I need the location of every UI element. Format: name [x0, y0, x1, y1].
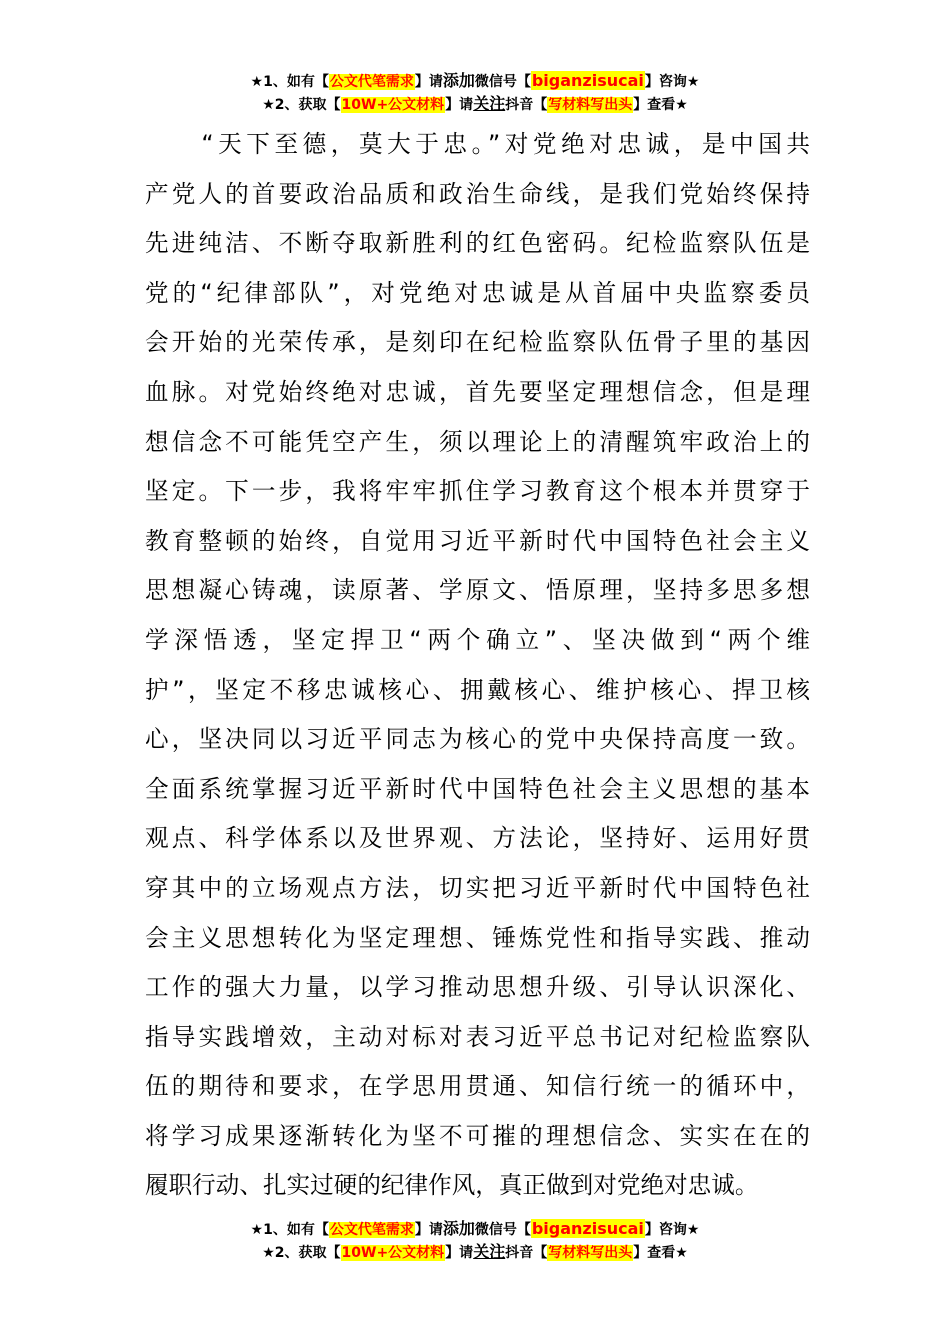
document-body: [145, 120, 810, 1211]
banner-line-2-highlight-materials: 10W+公文材料: [341, 97, 445, 113]
body-line: 会开始的光荣传承，是刻印在纪检监察队伍骨子里的基因: [145, 328, 810, 357]
footer-banner-line-2: [0, 1241, 950, 1264]
banner-line-1: [0, 70, 950, 93]
body-line: 工作的强大力量，以学习推动思想升级、引导认识深化、: [145, 973, 810, 1002]
body-line: 指导实践增效，主动对标对表习近平总书记对纪检监察队: [145, 1022, 810, 1051]
banner-line-1-emphasis: 添加: [442, 71, 475, 90]
body-line: 教育整顿的始终，自觉用习近平新时代中国特色社会主义: [145, 526, 810, 555]
body-line: 心，坚决同以习近平同志为核心的党中央保持高度一致。: [145, 725, 810, 754]
body-line: 学深悟透，坚定捍卫“两个确立”、坚决做到“两个维: [145, 625, 810, 654]
footer-line-1-emphasis: 添加: [442, 1219, 475, 1238]
body-line: 将学习成果逐渐转化为坚不可摧的理想信念、实实在在的: [145, 1121, 810, 1150]
footer-banner-line-1: [0, 1218, 950, 1241]
body-line: 观点、科学体系以及世界观、方法论，坚持好、运用好贯: [145, 824, 810, 853]
footer-line-2-suffix: 】查看★: [633, 1245, 688, 1261]
banner-line-2-mid: 】请: [445, 97, 474, 113]
banner-line-1-highlight-wechat: biganzisucai: [531, 71, 644, 90]
body-line: 思想凝心铸魂，读原著、学原文、悟原理，坚持多思多想: [145, 576, 810, 605]
body-line: 血脉。对党始终绝对忠诚，首先要坚定理想信念，但是理: [145, 377, 810, 406]
footer-line-2-prefix: ★2、获取【: [262, 1245, 341, 1261]
body-line: 想信念不可能凭空产生，须以理论上的清醒筑牢政治上的: [145, 427, 810, 456]
body-line: “天下至德，莫大于忠。”对党绝对忠诚，是中国共: [145, 130, 810, 158]
body-line: 履职行动、扎实过硬的纪律作风，真正做到对党绝对忠诚。: [145, 1171, 759, 1200]
footer-line-2-highlight-douyin: 写材料写出头: [548, 1245, 633, 1261]
footer-line-2-highlight-materials: 10W+公文材料: [341, 1245, 445, 1261]
header-banner: [0, 70, 950, 116]
banner-line-2-prefix: ★2、获取【: [262, 97, 341, 113]
banner-line-2-highlight-douyin: 写材料写出头: [548, 97, 633, 113]
body-line: 护”，坚定不移忠诚核心、拥戴核心、维护核心、捍卫核: [145, 675, 810, 704]
footer-banner: [0, 1218, 950, 1264]
banner-line-1-prefix: ★1、如有【: [250, 74, 329, 90]
banner-line-1-mid: 】请: [414, 74, 443, 90]
banner-line-1-mid-2: 微信号【: [474, 74, 531, 90]
banner-line-1-highlight-service: 公文代笔需求: [329, 74, 414, 90]
footer-line-1-highlight-wechat: biganzisucai: [531, 1219, 644, 1238]
body-line: 产党人的首要政治品质和政治生命线，是我们党始终保持: [145, 179, 810, 208]
body-line: 坚定。下一步，我将牢牢抓住学习教育这个根本并贯穿于: [145, 477, 810, 506]
footer-line-1-mid: 】请: [414, 1222, 443, 1238]
footer-line-1-prefix: ★1、如有【: [250, 1222, 329, 1238]
body-line: 伍的期待和要求，在学思用贯通、知信行统一的循环中，: [145, 1072, 810, 1101]
footer-line-1-highlight-service: 公文代笔需求: [329, 1222, 414, 1238]
footer-line-1-mid-2: 微信号【: [474, 1222, 531, 1238]
footer-line-1-suffix: 】咨询★: [644, 1222, 700, 1238]
footer-line-2-mid: 】请: [445, 1245, 474, 1261]
body-line: 全面系统掌握习近平新时代中国特色社会主义思想的基本: [145, 774, 810, 803]
footer-line-2-emphasis: 关注: [473, 1242, 506, 1261]
banner-line-2: [0, 93, 950, 116]
body-line: 会主义思想转化为坚定理想、锤炼党性和指导实践、推动: [145, 923, 810, 952]
body-line: 先进纯洁、不断夺取新胜利的红色密码。纪检监察队伍是: [145, 229, 810, 258]
footer-line-2-mid-2: 抖音【: [505, 1245, 548, 1261]
banner-line-1-suffix: 】咨询★: [644, 74, 700, 90]
banner-line-2-suffix: 】查看★: [633, 97, 688, 113]
banner-line-2-emphasis: 关注: [473, 94, 506, 113]
body-line: 穿其中的立场观点方法，切实把习近平新时代中国特色社: [145, 873, 810, 902]
body-line: 党的“纪律部队”，对党绝对忠诚是从首届中央监察委员: [145, 278, 810, 307]
banner-line-2-mid-2: 抖音【: [505, 97, 548, 113]
